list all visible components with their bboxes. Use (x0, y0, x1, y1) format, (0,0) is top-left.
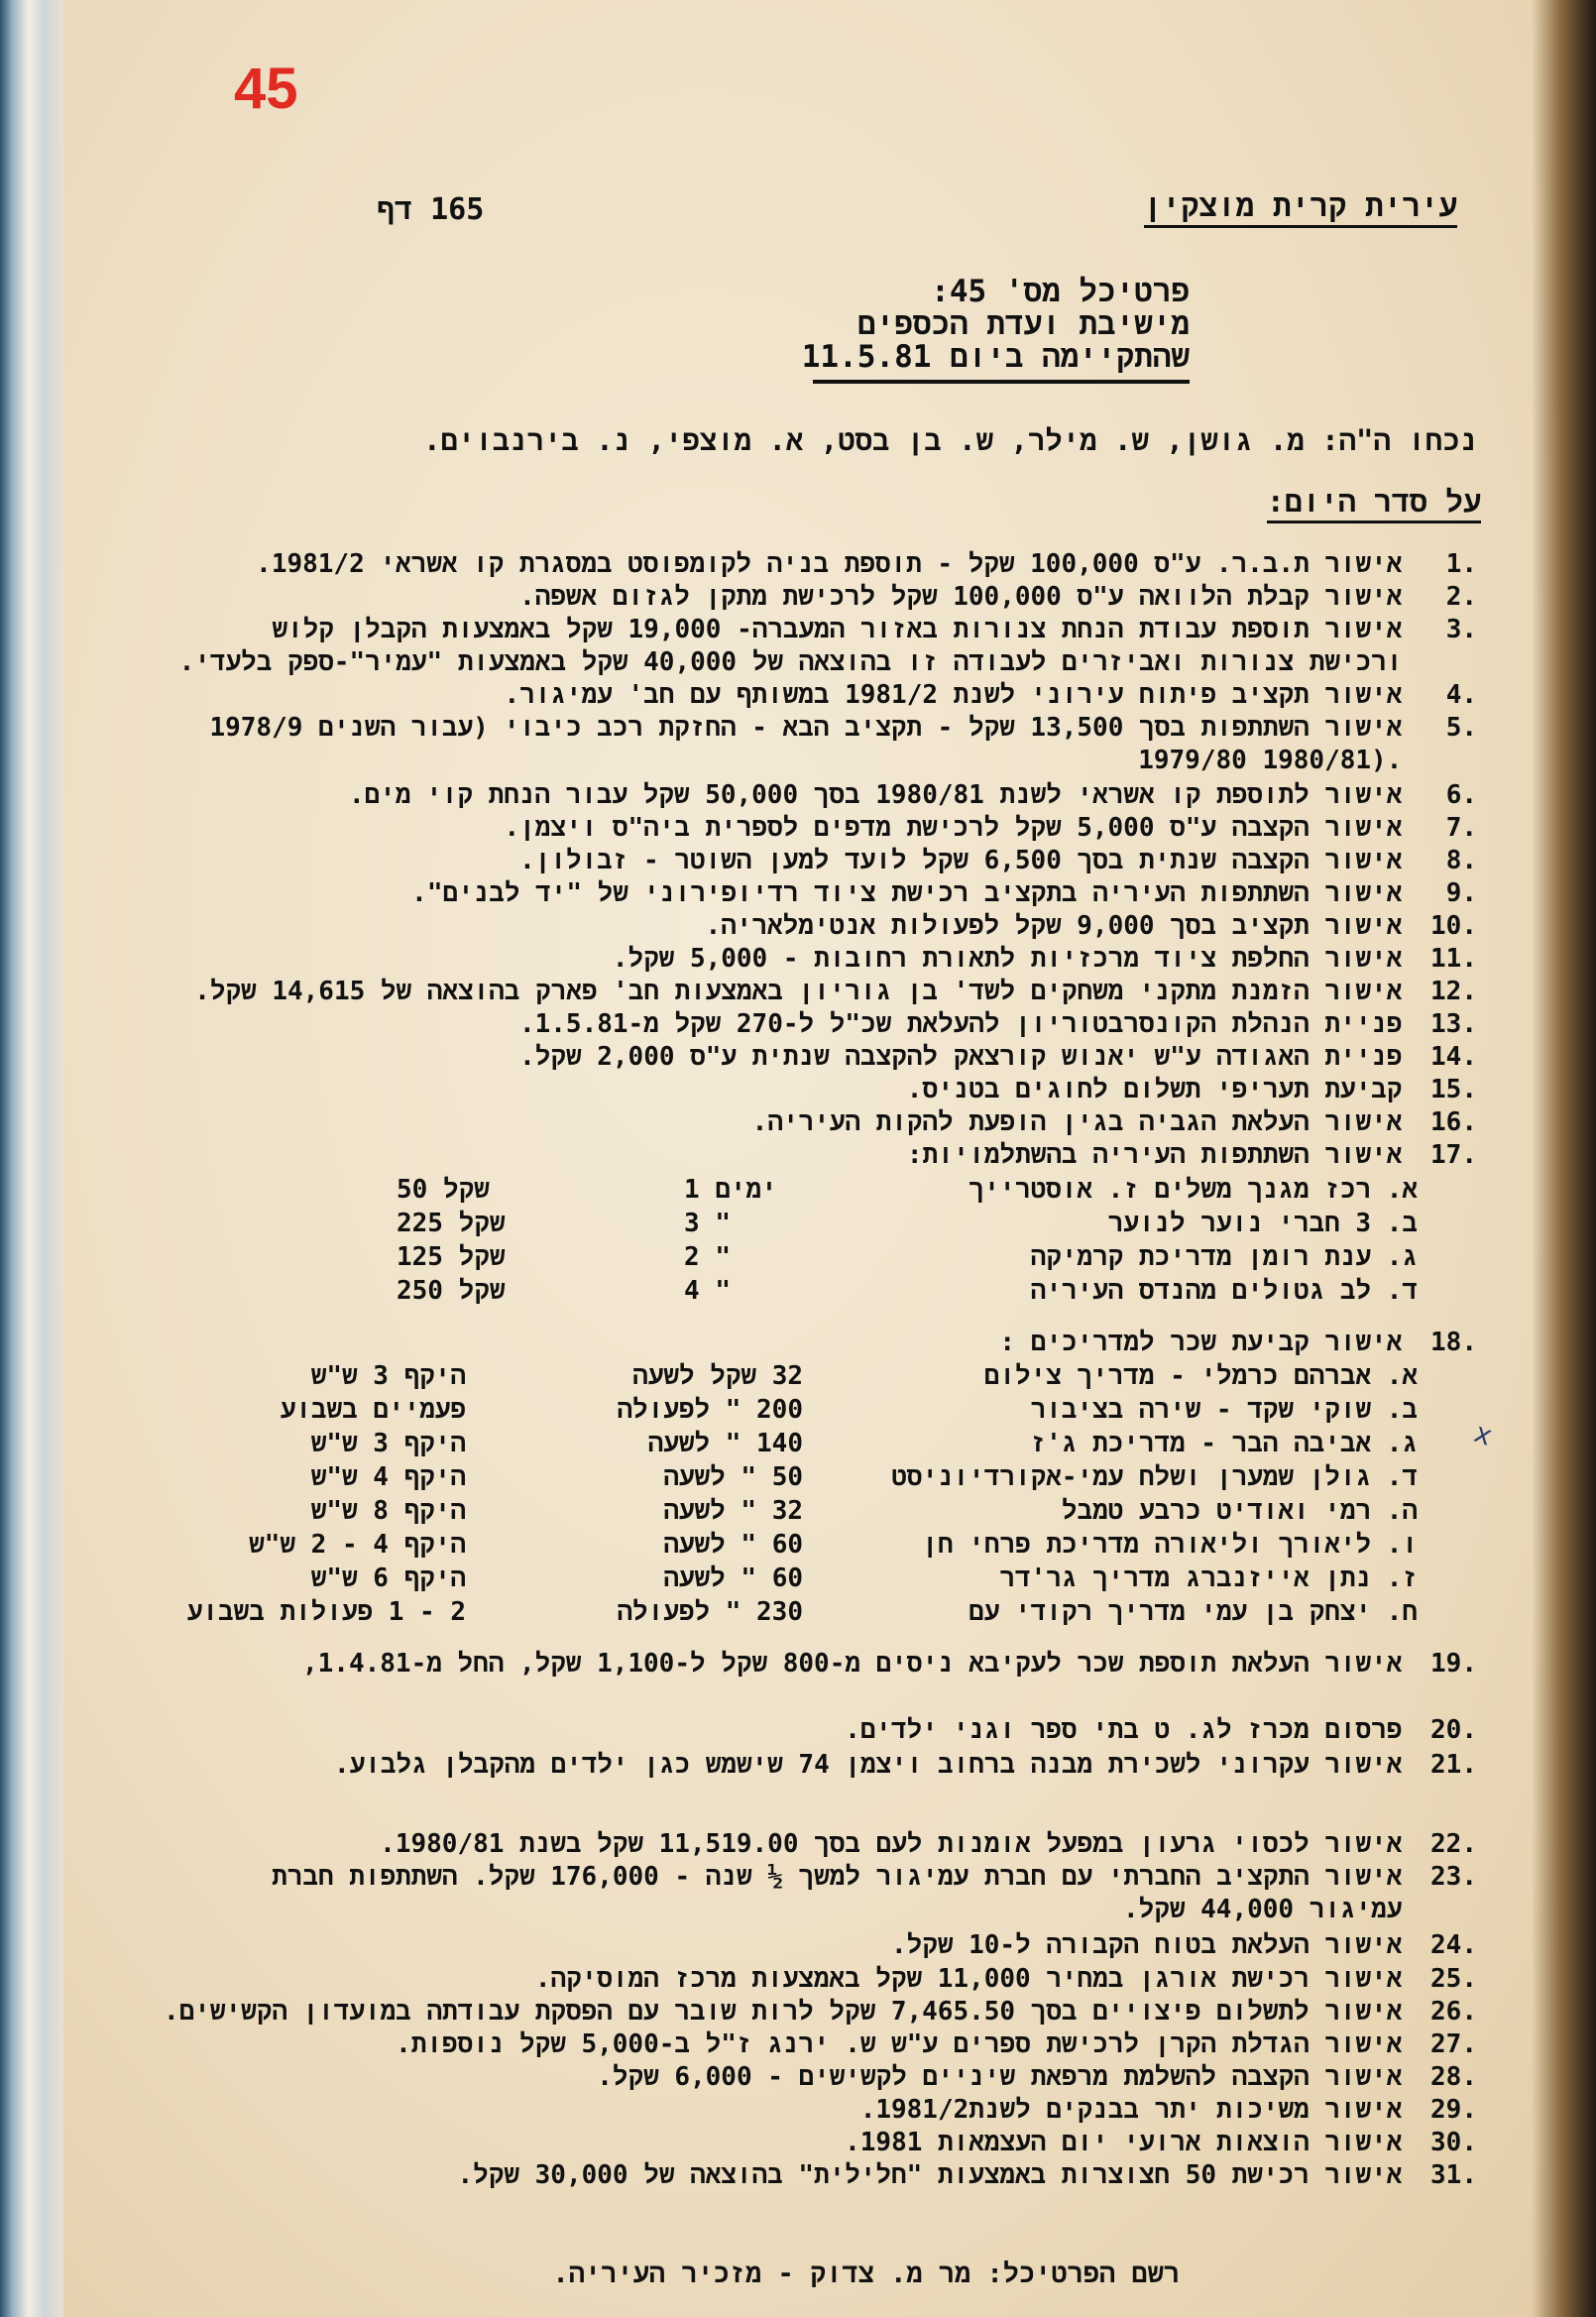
table-cell: 3 " (684, 1209, 731, 1238)
list-item: .14 פניית האגודה ע"ש יאנוש קורצאק להקצבה שנתית ע"ס 2,000 שקל. (519, 1042, 1477, 1072)
table-row: ג. אביבה הבר - מדריכת ג'ז (1030, 1429, 1418, 1458)
agenda-heading: על סדר היום: (1267, 486, 1481, 523)
list-item: .30 אישור הוצאות ארועי יום העצמאות 1981. (845, 2128, 1477, 2157)
table-row: ו. ליאורך וליאורה מדריכת פרחי חן (922, 1530, 1418, 1560)
list-item: .19 אישור העלאת תוספת שכר לעקיבא ניסים מ-800 שקל ל-1,100 שקל, החל מ-1.4.81, (302, 1649, 1477, 1679)
list-item: .16 אישור העלאת הגביה בגין הופעת להקות העיריה. (751, 1107, 1477, 1137)
table-row: ד. לב גטולים מהנדס העיריה (1030, 1276, 1418, 1306)
table-row: ח. יצחק בן עמי מדריך רקודי עם (969, 1597, 1418, 1627)
list-item: .9 אישור השתתפות העיריה בתקציב רכישת ציוד רדיופירוני של "יד לבנים". (411, 878, 1477, 908)
list-item: .(1980/81 1979/80 (1138, 746, 1403, 775)
list-item: .3 אישור תוספת עבודת הנחת צנורות באזור המעברה- 19,000 שקל באמצעות הקבלן קלוש (272, 615, 1477, 644)
table-cell: 32 " לשעה (663, 1496, 803, 1526)
table-row: ד. גולן שמערן ושלח עמי-אקורדיוניסט (891, 1462, 1418, 1492)
list-item: .2 אישור קבלת הלוואה ע"ס 100,000 שקל לרכישת מתקן לגזום אשפה. (519, 582, 1477, 612)
margin-mark: x (1469, 1416, 1497, 1452)
table-row: ז. נתן אייזנברג מדריך גר'דר (999, 1564, 1418, 1593)
table-cell: 50 שקל (397, 1175, 490, 1205)
list-item: .29 אישור משיכות יתר בבנקים לשנת1981/2. (859, 2095, 1477, 2125)
list-item: .1 אישור ת.ב.ר. ע"ס 100,000 שקל - תוספת בניה לקומפוסט במסגרת קו אשראי 1981/2. (256, 549, 1477, 579)
list-item: ורכישת צנורות ואביזרים לעבודה זו בהוצאה של 40,000 שקל באמצעות "עמיר"-ספק בלעדי. (178, 647, 1403, 677)
list-item: .17 אישור השתתפות העיריה בהשתלמויות: (906, 1140, 1477, 1170)
table-cell: היקף 3 ש"ש (310, 1429, 466, 1458)
table-cell: 200 " לפעולה (617, 1395, 803, 1425)
table-row: ב. 3 חברי נוער לנוער (1107, 1209, 1418, 1238)
table-cell: היקף 6 ש"ש (310, 1564, 466, 1593)
table-row: א. רכז מגנך משלים ז. אוסטרייך (969, 1175, 1418, 1205)
table-cell: היקף 4 ש"ש (310, 1462, 466, 1492)
table-row: ב. שוקי שקד - שירה בציבור (1030, 1395, 1418, 1425)
table-cell: היקף 8 ש"ש (310, 1496, 466, 1526)
list-item: .21 אישור עקרוני לשכירת מבנה ברחוב ויצמן 74 שישמש כגן ילדים מהקבלן גלבוע. (334, 1750, 1477, 1780)
city-header: עירית קרית מוצקין (1144, 190, 1457, 228)
list-item: עמיגור 44,000 שקל. (1123, 1895, 1403, 1924)
list-item: .22 אישור לכסוי גרעון במפעל אומנות לעם בסך 11,519.00 שקל בשנת 1980/81. (380, 1829, 1477, 1859)
list-item: .24 אישור העלאת בטוח הקבורה ל-10 שקל. (890, 1930, 1477, 1960)
list-item: .23 אישור התקציב החברתי עם חברת עמיגור למשך ½ שנה - 176,000 שקל. השתתפות חברת (272, 1862, 1477, 1892)
table-cell: 2 " (684, 1242, 731, 1272)
table-cell: 60 " לשעה (663, 1564, 803, 1593)
protocol-number: פרטיכל מס' 45: (931, 274, 1190, 309)
table-cell: 50 " לשעה (663, 1462, 803, 1492)
table-cell: 140 " לשעה (647, 1429, 803, 1458)
table-cell: היקף 3 ש"ש (310, 1361, 466, 1391)
binding-spine (0, 0, 63, 2317)
attendees: נכחו ה"ה: מ. גושן, ש. מילר, ש. בן בסט, א. מוצפי, נ. בירנבוים. (423, 423, 1477, 457)
table-cell: 250 שקל (397, 1276, 506, 1306)
list-item: .15 קביעת תעריפי תשלום לחוגים בטניס. (906, 1075, 1477, 1104)
list-item (1402, 2192, 1477, 2224)
table-cell: 2 - 1 פעולות בשבוע (186, 1597, 466, 1627)
table-cell: 125 שקל (397, 1242, 506, 1272)
list-item: .26 אישור לתשלום פיצויים בסך 7,465.50 שקל לרות שובר עם הפסקת עבודתה במועדון הקשישים. (164, 1997, 1477, 2027)
table-row: ה. רמי ואודיט כרבע טמבל (1061, 1496, 1418, 1526)
list-item: .4 אישור תקציב פיתוח עירוני לשנת 1981/2 במשותף עם חב' עמיגור. (504, 680, 1477, 710)
table-cell: 32 שקל לשעה (632, 1361, 803, 1391)
list-item: .25 אישור רכישת אורגן במחיר 11,000 שקל באמצעות מרכז המוסיקה. (534, 1964, 1477, 1994)
meeting-title: מישיבת ועדת הכספים (857, 306, 1190, 342)
list-item: .10 אישור תקציב בסך 9,000 שקל לפעולות אנטימלאריה. (705, 911, 1477, 941)
table-cell: 1 ימים (684, 1175, 777, 1205)
list-item: .28 אישור הקצבה להשלמת מרפאת שיניים לקשישים - 6,000 שקל. (597, 2062, 1477, 2092)
recorder-signature-line: רשם הפרטיכל: מר מ. צדוק - מזכיר העיריה. (552, 2259, 1180, 2289)
page-label: 165 דף (377, 192, 485, 227)
table-cell: היקף 4 - 2 ש"ש (249, 1530, 466, 1560)
list-item: .6 אישור לתוספת קו אשראי לשנת 1980/81 בסך 50,000 שקל עבור הנחת קוי מים. (349, 780, 1477, 810)
list-item: .13 פניית הנהלת הקונסרבטוריון להעלאת שכ"ל ל-270 שקל מ-1.5.81. (518, 1009, 1477, 1039)
table-row: ג. ענת רומן מדריכת קרמיקה (1030, 1242, 1418, 1272)
table-row: א. אברהם כרמלי - מדריך צילום (983, 1361, 1418, 1391)
list-item: .12 אישור הזמנת מתקני משחקים לשד' בן גוריון באמצעות חב' פארק בהוצאה של 14,615 שקל. (194, 977, 1477, 1006)
list-item: .20 פרסום מכרז לג. ט בתי ספר וגני ילדים. (845, 1715, 1477, 1745)
list-item: .31 אישור רכישת 50 חצוצרות באמצעות "חלילית" בהוצאה של 30,000 שקל. (457, 2160, 1477, 2190)
list-item: .27 אישור הגדלת הקרן לרכישת ספרים ע"ש ש. ירנג ז"ל ב-5,000 שקל נוספות. (396, 2029, 1477, 2059)
list-item: .7 אישור הקצבה ע"ס 5,000 שקל לרכישת מדפים לספרית ביה"ס ויצמן. (504, 813, 1477, 843)
list-item: .5 אישור השתתפות בסך 13,500 שקל - תקציב הבא - החזקת רכב כיבוי (עבור השנים 1978/9 (209, 713, 1477, 743)
page-edge-shadow (1532, 0, 1596, 2317)
table-cell: 225 שקל (397, 1209, 506, 1238)
page-number-stamp: 45 (234, 57, 298, 121)
table-cell: פעמיים בשבוע (280, 1395, 466, 1425)
table-cell: 4 " (684, 1276, 731, 1306)
table-cell: 60 " לשעה (663, 1530, 803, 1560)
table-cell: 230 " לפעולה (617, 1597, 803, 1627)
list-item: .18 אישור קביעת שכר למדריכים : (999, 1328, 1477, 1357)
list-item: .11 אישור החלפת ציוד מרכזיות לתאורת רחובות - 5,000 שקל. (612, 944, 1477, 974)
meeting-date: שהתקיימה ביום 11.5.81 (813, 341, 1190, 384)
list-item: .8 אישור הקצבה שנתית בסך 6,500 שקל לועד למען השוטר - זבולון. (519, 846, 1477, 875)
